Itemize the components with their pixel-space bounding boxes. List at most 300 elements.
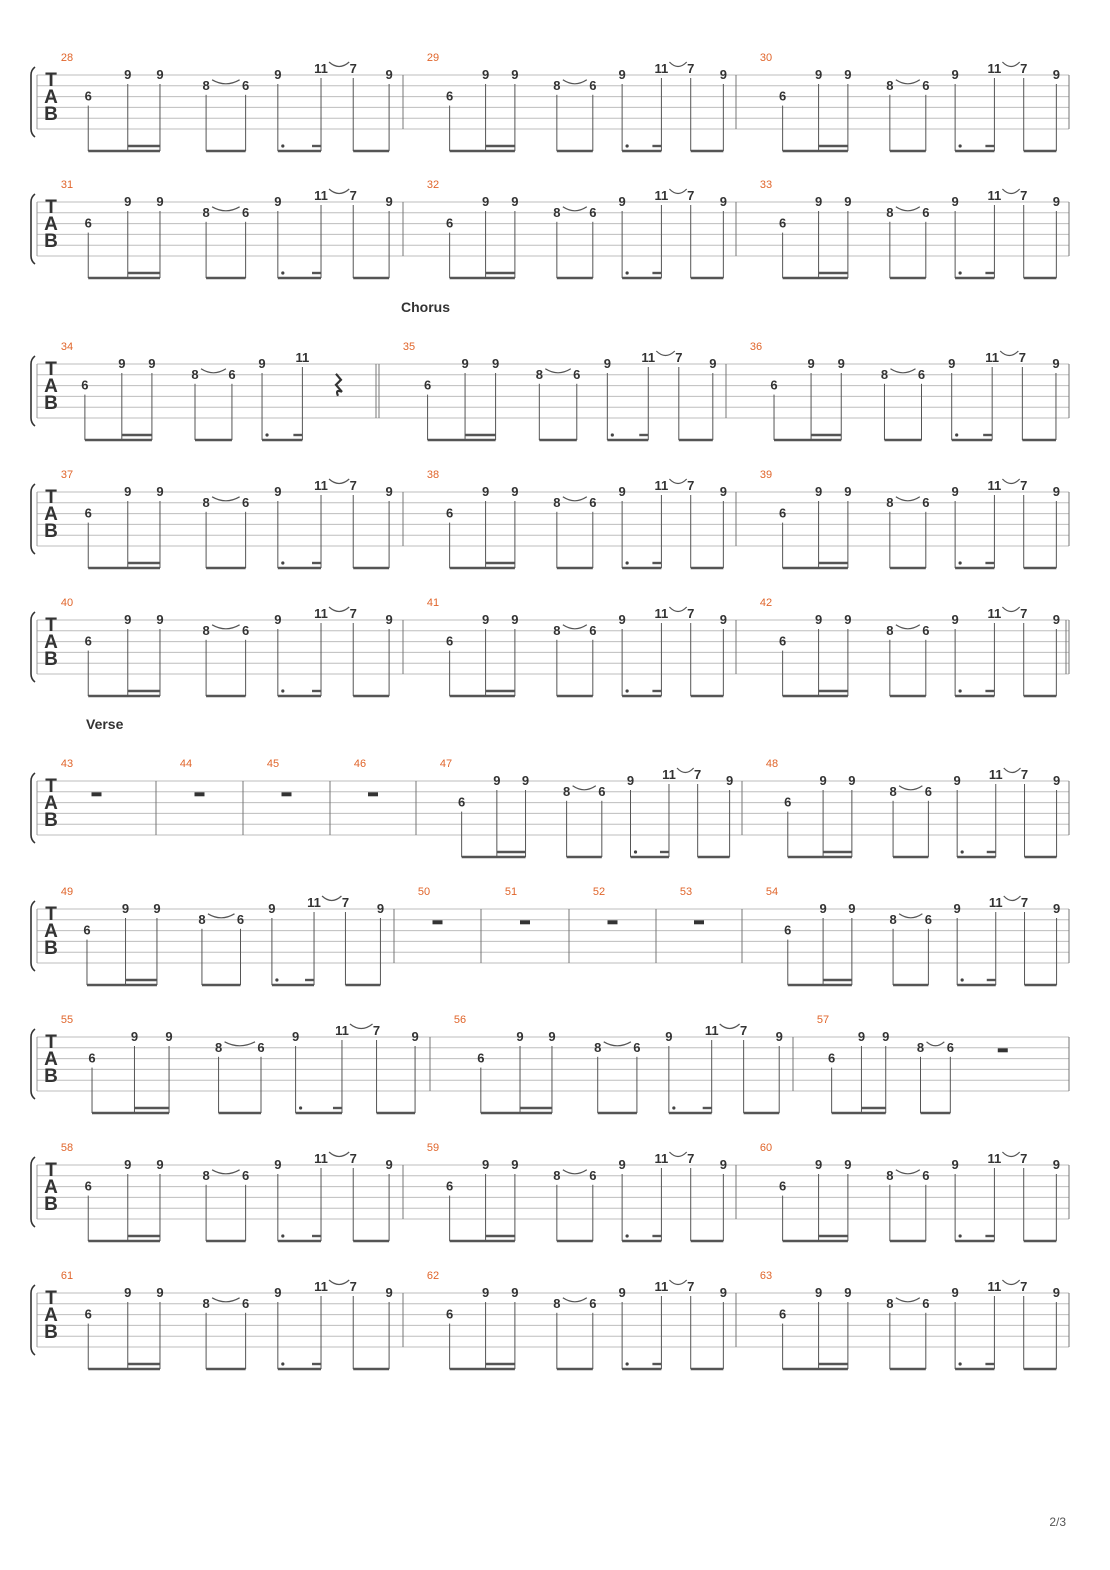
measure-number: 46: [353, 758, 367, 770]
slur: [1004, 896, 1021, 901]
slur: [1002, 479, 1019, 484]
slur: [669, 607, 686, 612]
slur: [563, 625, 587, 629]
fret-number: 7: [341, 895, 350, 910]
tab-clef-b: B: [44, 938, 58, 959]
tab-clef-b: B: [44, 1322, 58, 1343]
slur: [563, 80, 587, 84]
fret-number: 8: [553, 1167, 561, 1183]
tab-clef-a: A: [44, 504, 58, 525]
fret-number: 6: [924, 911, 933, 927]
tab-clef-a: A: [44, 1049, 58, 1070]
tab-clef-b: B: [44, 810, 58, 831]
fret-number: 9: [618, 1157, 626, 1172]
fret-number: 9: [814, 1285, 823, 1300]
fret-number: 9: [618, 67, 626, 82]
fret-number: 7: [687, 1279, 695, 1294]
fret-number: 9: [1052, 484, 1060, 499]
fret-number: 6: [633, 1039, 641, 1055]
fret-number: 11: [987, 478, 1002, 493]
fret-number: 6: [779, 215, 787, 231]
fret-number: 9: [948, 356, 956, 371]
fret-number: 7: [1020, 1151, 1028, 1166]
measure-number: 40: [60, 597, 74, 609]
slur: [212, 207, 240, 211]
tab-clef-t: T: [45, 776, 57, 797]
slur: [927, 1042, 945, 1046]
tab-clef-a: A: [44, 1177, 58, 1198]
slur: [201, 369, 226, 373]
fret-number: 9: [814, 194, 823, 209]
rest-symbol: [92, 792, 102, 796]
fret-number: 6: [922, 1167, 930, 1183]
fret-number: 7: [349, 606, 357, 621]
measure-number: 60: [759, 1142, 773, 1154]
fret-number: 6: [242, 1295, 250, 1311]
section-label: Chorus: [401, 299, 450, 315]
tab-clef-t: T: [45, 487, 57, 508]
slur: [212, 1298, 240, 1302]
measure-number: 34: [60, 341, 74, 353]
fret-number: 9: [951, 484, 959, 499]
fret-number: 7: [687, 61, 695, 76]
fret-number: 9: [124, 1157, 132, 1172]
tab-clef-t: T: [45, 70, 57, 91]
fret-number: 8: [553, 1295, 561, 1311]
tab-system: [31, 716, 1069, 857]
fret-number: 9: [719, 1157, 727, 1172]
fret-number: 6: [423, 377, 432, 393]
fret-number: 9: [156, 612, 164, 627]
fret-number: 9: [124, 484, 132, 499]
rest-symbol: [282, 792, 292, 796]
measure-number: 45: [266, 758, 280, 770]
fret-number: 9: [719, 194, 727, 209]
fret-number: 6: [924, 783, 933, 799]
dot: [955, 433, 958, 436]
measure-number: 43: [60, 758, 74, 770]
fret-number: 6: [917, 366, 926, 382]
fret-number: 9: [844, 1285, 852, 1300]
measure-number: 62: [426, 1270, 440, 1282]
fret-number: 9: [156, 1157, 164, 1172]
fret-number: 8: [886, 77, 894, 93]
fret-number: 9: [951, 194, 959, 209]
slur: [329, 62, 349, 67]
fret-number: 9: [951, 67, 959, 82]
system-bracket: [31, 612, 35, 682]
fret-number: 9: [385, 194, 393, 209]
tab-system: [31, 1142, 1069, 1241]
measure-number: 36: [749, 341, 763, 353]
fret-number: 7: [1020, 61, 1028, 76]
slur: [896, 207, 920, 211]
slur: [896, 497, 920, 501]
slur: [563, 207, 587, 211]
fret-number: 9: [274, 612, 282, 627]
fret-number: 9: [130, 1029, 139, 1044]
fret-number: 8: [880, 366, 889, 382]
fret-number: 9: [481, 1285, 490, 1300]
fret-number: 9: [274, 67, 282, 82]
fret-number: 9: [511, 1285, 519, 1300]
tab-clef-t: T: [45, 615, 57, 636]
fret-number: 6: [446, 1306, 454, 1322]
tab-clef-b: B: [44, 1194, 58, 1215]
fret-number: 6: [84, 505, 92, 521]
fret-number: 9: [124, 67, 132, 82]
fret-number: 11: [654, 188, 669, 203]
fret-number: 9: [837, 356, 845, 371]
slur: [350, 1024, 373, 1029]
measure-number: 44: [179, 758, 193, 770]
slur: [208, 914, 235, 918]
fret-number: 6: [770, 377, 778, 393]
fret-number: 9: [481, 67, 490, 82]
fret-number: 6: [242, 622, 250, 638]
fret-number: 8: [886, 622, 894, 638]
fret-number: 7: [349, 188, 357, 203]
fret-number: 7: [687, 606, 695, 621]
fret-number: 11: [654, 478, 669, 493]
fret-number: 8: [889, 783, 897, 799]
fret-number: 11: [314, 1279, 328, 1294]
fret-number: 6: [242, 1167, 250, 1183]
fret-number: 9: [626, 773, 635, 788]
dot: [281, 271, 284, 274]
dot: [299, 1106, 302, 1109]
rest-symbol: [433, 920, 443, 924]
measure-number: 63: [759, 1270, 773, 1282]
fret-number: 6: [589, 1295, 597, 1311]
fret-number: 8: [202, 77, 210, 93]
fret-number: 7: [687, 478, 695, 493]
fret-number: 7: [740, 1023, 748, 1038]
tab-clef-b: B: [44, 649, 58, 670]
fret-number: 6: [922, 494, 930, 510]
fret-number: 9: [156, 484, 164, 499]
dot: [281, 561, 284, 564]
tab-system: [31, 299, 1069, 440]
dot: [611, 433, 614, 436]
fret-number: 9: [951, 1285, 959, 1300]
fret-number: 8: [214, 1039, 223, 1055]
fret-number: 9: [603, 356, 611, 371]
fret-number: 11: [654, 1279, 669, 1294]
rest-symbol: [694, 920, 704, 924]
measure-number: 61: [60, 1270, 74, 1282]
fret-number: 6: [84, 88, 92, 104]
fret-number: 6: [946, 1039, 954, 1055]
fret-number: 9: [274, 194, 282, 209]
system-bracket: [31, 901, 35, 971]
slur: [329, 1152, 349, 1157]
fret-number: 6: [779, 88, 787, 104]
fret-number: 9: [719, 1285, 727, 1300]
fret-number: 9: [814, 612, 823, 627]
fret-number: 7: [687, 1151, 695, 1166]
slur: [563, 1298, 587, 1302]
system-bracket: [31, 1157, 35, 1227]
system-bracket: [31, 356, 35, 426]
fret-number: 7: [675, 350, 683, 365]
fret-number: 7: [1020, 188, 1028, 203]
fret-number: 9: [268, 901, 276, 916]
fret-number: 6: [922, 622, 930, 638]
tab-clef-t: T: [45, 1288, 57, 1309]
fret-number: 7: [1020, 1279, 1028, 1294]
fret-number: 6: [446, 215, 454, 231]
measure-number: 55: [60, 1014, 74, 1026]
slur: [212, 625, 240, 629]
fret-number: 9: [385, 484, 393, 499]
slur: [677, 768, 694, 773]
fret-number: 9: [814, 1157, 823, 1172]
slur: [896, 1298, 920, 1302]
fret-number: 9: [618, 1285, 626, 1300]
fret-number: 9: [274, 1157, 282, 1172]
dot: [959, 144, 962, 147]
measure-number: 54: [765, 886, 779, 898]
fret-number: 8: [191, 366, 199, 382]
fret-number: 9: [258, 356, 266, 371]
slur: [1000, 351, 1018, 356]
tab-system: [31, 469, 1069, 568]
fret-number: 6: [242, 77, 250, 93]
fret-number: 6: [779, 1178, 787, 1194]
fret-number: 9: [493, 773, 501, 788]
dot: [626, 271, 629, 274]
fret-number: 9: [951, 612, 959, 627]
slur: [329, 607, 349, 612]
fret-number: 11: [987, 61, 1002, 76]
fret-number: 8: [202, 204, 210, 220]
fret-number: 9: [274, 484, 282, 499]
tab-clef-t: T: [45, 1032, 57, 1053]
fret-number: 8: [553, 204, 561, 220]
fret-number: 9: [819, 901, 827, 916]
measure-number: 38: [426, 469, 440, 481]
fret-number: 6: [257, 1039, 265, 1055]
fret-number: 9: [1052, 67, 1060, 82]
tab-clef-t: T: [45, 1160, 57, 1181]
fret-number: 7: [1020, 606, 1028, 621]
fret-number: 11: [985, 350, 1000, 365]
fret-number: 11: [654, 61, 669, 76]
system-bracket: [31, 773, 35, 843]
slur: [329, 479, 349, 484]
slur: [1002, 1152, 1019, 1157]
fret-number: 6: [446, 1178, 454, 1194]
fret-number: 7: [1018, 350, 1026, 365]
tab-clef-t: T: [45, 904, 57, 925]
slur: [212, 80, 240, 84]
fret-number: 9: [481, 194, 490, 209]
fret-number: 9: [274, 1285, 282, 1300]
fret-number: 9: [156, 1285, 164, 1300]
measure-number: 53: [679, 886, 693, 898]
dot: [672, 1106, 675, 1109]
system-bracket: [31, 484, 35, 554]
fret-number: 11: [987, 188, 1002, 203]
fret-number: 8: [535, 366, 543, 382]
measure-number: 31: [60, 179, 74, 191]
fret-number: 9: [844, 484, 852, 499]
tab-clef-b: B: [44, 521, 58, 542]
fret-number: 11: [988, 895, 1003, 910]
fret-number: 11: [987, 1151, 1002, 1166]
measure-number: 41: [426, 597, 440, 609]
slur: [896, 80, 920, 84]
tab-clef-a: A: [44, 376, 58, 397]
dot: [281, 1362, 284, 1365]
section-label: Verse: [86, 716, 124, 732]
fret-number: 9: [844, 67, 852, 82]
fret-number: 6: [446, 505, 454, 521]
fret-number: 8: [562, 783, 571, 799]
fret-number: 7: [372, 1023, 381, 1038]
fret-number: 6: [236, 911, 245, 927]
slur: [899, 786, 922, 790]
fret-number: 9: [1052, 1285, 1060, 1300]
fret-number: 11: [314, 606, 328, 621]
slur: [1002, 1280, 1019, 1285]
quarter-rest-symbol: [336, 374, 342, 396]
slur: [669, 62, 686, 67]
fret-number: 6: [573, 366, 581, 382]
fret-number: 9: [882, 1029, 890, 1044]
fret-number: 11: [314, 188, 328, 203]
fret-number: 11: [641, 350, 656, 365]
fret-number: 8: [198, 911, 206, 927]
dot: [634, 850, 637, 853]
fret-number: 11: [987, 606, 1002, 621]
measure-number: 51: [504, 886, 518, 898]
measure-number: 59: [426, 1142, 440, 1154]
dot: [959, 1362, 962, 1365]
dot: [281, 144, 284, 147]
fret-number: 9: [1052, 356, 1060, 371]
fret-number: 7: [1020, 478, 1028, 493]
fret-number: 8: [553, 77, 561, 93]
measure-number: 49: [60, 886, 74, 898]
fret-number: 9: [1052, 612, 1060, 627]
tab-system: [31, 179, 1069, 278]
fret-number: 6: [446, 633, 454, 649]
slur: [573, 786, 596, 790]
fret-number: 9: [156, 194, 164, 209]
measure-number: 50: [417, 886, 431, 898]
fret-number: 9: [725, 773, 734, 788]
fret-number: 6: [784, 922, 792, 938]
fret-number: 7: [349, 1279, 357, 1294]
dot: [959, 689, 962, 692]
fret-number: 8: [202, 1167, 210, 1183]
fret-number: 8: [202, 494, 210, 510]
rest-symbol: [520, 920, 530, 924]
measure-number: 52: [592, 886, 606, 898]
fret-number: 6: [589, 622, 597, 638]
fret-number: 9: [385, 1285, 393, 1300]
fret-number: 6: [589, 494, 597, 510]
fret-number: 6: [922, 1295, 930, 1311]
measure-number: 32: [426, 179, 440, 191]
measure-number: 33: [759, 179, 773, 191]
fret-number: 6: [922, 77, 930, 93]
slur: [669, 479, 686, 484]
fret-number: 9: [857, 1029, 866, 1044]
measure-number: 58: [60, 1142, 74, 1154]
fret-number: 9: [491, 356, 500, 371]
fret-number: 9: [153, 901, 161, 916]
rest-symbol: [195, 792, 205, 796]
fret-number: 9: [848, 901, 856, 916]
fret-number: 9: [819, 773, 827, 788]
fret-number: 7: [687, 188, 695, 203]
fret-number: 6: [446, 88, 454, 104]
fret-number: 6: [477, 1050, 485, 1066]
slur: [563, 1170, 587, 1174]
dot: [626, 144, 629, 147]
fret-number: 9: [385, 612, 393, 627]
fret-number: 9: [385, 67, 393, 82]
slur: [212, 497, 240, 501]
measure-number: 28: [60, 52, 74, 64]
fret-number: 9: [775, 1029, 783, 1044]
fret-number: 9: [481, 612, 490, 627]
dot: [626, 1362, 629, 1365]
dot: [281, 1234, 284, 1237]
fret-number: 6: [84, 633, 92, 649]
measure-number: 57: [816, 1014, 830, 1026]
fret-number: 9: [291, 1029, 300, 1044]
dot: [626, 1234, 629, 1237]
fret-number: 8: [886, 1295, 894, 1311]
fret-number: 6: [779, 505, 787, 521]
slur: [563, 497, 587, 501]
system-bracket: [31, 1029, 35, 1099]
fret-number: 9: [511, 67, 519, 82]
fret-number: 6: [922, 204, 930, 220]
tab-clef-a: A: [44, 1305, 58, 1326]
slur: [896, 625, 920, 629]
fret-number: 9: [376, 901, 385, 916]
fret-number: 11: [987, 1279, 1002, 1294]
fret-number: 9: [411, 1029, 419, 1044]
rest-symbol: [998, 1048, 1008, 1052]
fret-number: 9: [807, 356, 815, 371]
slur: [329, 189, 349, 194]
measure-number: 37: [60, 469, 74, 481]
fret-number: 9: [165, 1029, 173, 1044]
system-bracket: [31, 67, 35, 137]
fret-number: 7: [1020, 767, 1029, 782]
fret-number: 8: [553, 494, 561, 510]
slur: [669, 189, 686, 194]
system-bracket: [31, 194, 35, 264]
slur: [1002, 62, 1019, 67]
fret-number: 6: [458, 794, 466, 810]
tab-clef-a: A: [44, 793, 58, 814]
fret-number: 8: [594, 1039, 602, 1055]
slur: [604, 1042, 631, 1046]
slur: [669, 1152, 686, 1157]
tab-clef-a: A: [44, 214, 58, 235]
fret-number: 11: [988, 767, 1003, 782]
fret-number: 6: [589, 1167, 597, 1183]
fret-number: 6: [589, 204, 597, 220]
fret-number: 9: [385, 1157, 393, 1172]
